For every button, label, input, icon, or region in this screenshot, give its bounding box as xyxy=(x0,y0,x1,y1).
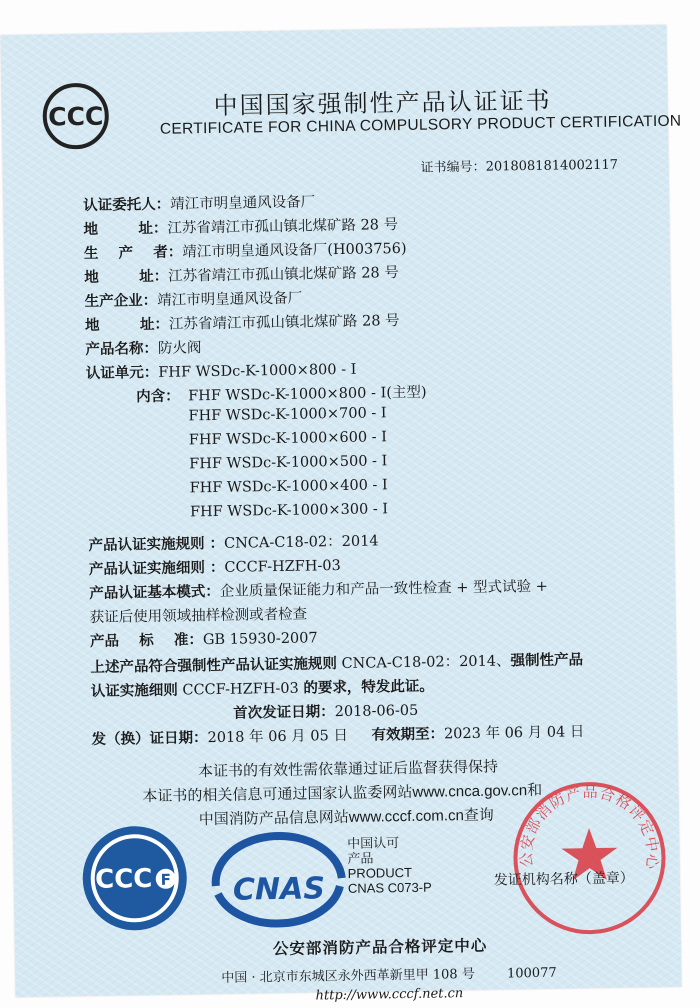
address2-row xyxy=(84,261,399,287)
cnas-info-line: 中国认可 xyxy=(347,835,400,851)
note-text: 本证书的相关信息可通过国家认监委网站 xyxy=(142,782,413,806)
footer-postcode: 100077 xyxy=(506,965,557,982)
certificate-sheet xyxy=(0,25,682,1004)
cnas-info-line: PRODUCT xyxy=(347,864,413,881)
cccf-logo-icon xyxy=(79,822,191,934)
statement-line2 xyxy=(91,675,434,701)
model-item: FHF WSDc-K-1000×400 - I xyxy=(189,477,388,497)
note-text: 中国消防产品信息网站 xyxy=(198,807,349,829)
certificate-number xyxy=(420,154,618,176)
statement-text: 认证实施细则 xyxy=(90,682,178,700)
cccf-link[interactable]: www.cccf.com.cn xyxy=(348,807,464,826)
content-label: 内含： xyxy=(136,388,180,406)
statement-text: CCCF-HZFH-03 xyxy=(177,680,304,699)
issue-date-label: 发（换）证日期： xyxy=(91,730,208,748)
product-value: 防火阀 xyxy=(157,340,202,357)
issue-date-value: 2018 年 06 月 05 日 xyxy=(207,727,349,747)
issuer-label: 发证机构名称（盖章） xyxy=(493,870,634,889)
unit-value: FHF WSDc-K-1000×800 - I xyxy=(158,361,357,381)
address3-label: 地 址： xyxy=(84,316,170,334)
issuing-organization: 公安部消防产品合格评定中心 xyxy=(272,936,488,959)
manufacturer-value: 靖江市明皇通风设备厂(H003756) xyxy=(182,240,407,261)
detail-label: 产品认证实施细则 ： xyxy=(88,559,225,578)
official-seal-icon xyxy=(508,777,670,939)
ccc-logo-icon xyxy=(41,82,110,151)
statement-text: CNCA-C18-02：2014、 xyxy=(336,653,511,673)
certificate-number-value: 2018081814002117 xyxy=(485,157,619,175)
model-item: FHF WSDc-K-1000×300 - I xyxy=(189,501,389,521)
address2-label: 地 址： xyxy=(84,268,169,287)
footer-address-row xyxy=(221,962,557,986)
expiry-row xyxy=(371,720,584,744)
cccf-logo-letter: F xyxy=(160,870,172,889)
title-chinese: 中国国家强制性产品认证证书 xyxy=(213,86,552,120)
address1-value: 江苏省靖江市孤山镇北煤矿路 28 号 xyxy=(167,217,399,237)
unit-label: 认证单元： xyxy=(85,364,159,382)
cnca-link[interactable]: www.cnca.gov.cn xyxy=(412,782,528,801)
ccc-logo-text: CCC xyxy=(48,101,104,132)
cnas-info-line: 产品 xyxy=(347,850,374,866)
factory-row xyxy=(84,287,302,311)
statement-line1 xyxy=(90,648,583,677)
statement-text: 强制性产品 xyxy=(510,652,584,670)
rule-value: CNCA-C18-02：2014 xyxy=(223,533,379,552)
note-line1: 本证书的有效性需依靠通过证后监督获得保持 xyxy=(197,757,499,781)
first-issue-value: 2018-06-05 xyxy=(334,702,419,721)
expiry-value: 2023 年 06 月 04 日 xyxy=(443,724,585,743)
address3-row xyxy=(85,309,400,335)
address3-value: 江苏省靖江市孤山镇北煤矿路 28 号 xyxy=(168,313,400,333)
note-text: 和 xyxy=(527,780,543,800)
rule-row xyxy=(88,529,378,555)
footer-website[interactable]: http://www.cccf.net.cn xyxy=(315,986,464,1004)
certificate-number-label: 证书编号： xyxy=(420,159,486,176)
unit-row xyxy=(86,358,357,383)
mode-row xyxy=(89,575,548,603)
standard-label: 产品 标 准： xyxy=(89,632,204,650)
standard-value: GB 15930-2007 xyxy=(202,630,318,649)
detail-value: CCCF-HZFH-03 xyxy=(224,558,341,576)
expiry-label: 有效期至： xyxy=(371,726,445,744)
statement-text: 的要求，特发此证。 xyxy=(303,678,434,697)
manufacturer-row xyxy=(84,237,407,263)
cnas-logo-text: CNAS xyxy=(232,871,326,908)
rule-label: 产品认证实施规则 ： xyxy=(88,535,225,554)
footer-address: 中国 · 北京市东城区永外西革新里甲 108 号 xyxy=(221,966,475,986)
cccf-logo-text: CCC xyxy=(94,864,153,895)
note-text: 查询 xyxy=(463,805,494,825)
applicant-label: 认证委托人： xyxy=(83,196,171,215)
note-line2 xyxy=(142,779,542,806)
mode-value-line2: 获证后使用领域抽样检测或者检查 xyxy=(89,606,308,626)
manufacturer-label: 生 产 者： xyxy=(83,244,183,263)
cnas-info-line: CNAS C073-P xyxy=(347,879,432,896)
first-issue-row xyxy=(233,699,418,723)
address1-row xyxy=(83,213,398,239)
model-item: FHF WSDc-K-1000×600 - I xyxy=(188,429,388,449)
cnas-logo-icon xyxy=(203,826,355,938)
detail-row xyxy=(89,554,341,579)
mode-label: 产品认证基本模式： xyxy=(89,583,220,602)
cnas-info xyxy=(347,835,432,896)
model-item: FHF WSDc-K-1000×700 - I xyxy=(188,405,387,425)
applicant-row xyxy=(83,190,315,215)
factory-label: 生产企业： xyxy=(84,292,158,310)
address2-value: 江苏省靖江市孤山镇北煤矿路 28 号 xyxy=(168,265,399,285)
mode-value-line1: 企业质量保证能力和产品一致性检查 + 型式试验 + xyxy=(219,578,548,600)
applicant-value: 靖江市明皇通风设备厂 xyxy=(170,194,316,213)
product-label: 产品名称： xyxy=(85,340,159,358)
model-item: FHF WSDc-K-1000×800 - I(主型) xyxy=(188,384,427,405)
product-row xyxy=(85,336,201,359)
title-english: CERTIFICATE FOR CHINA COMPULSORY PRODUCT CERTIFICATION xyxy=(159,112,682,138)
statement-text: 上述产品符合强制性产品认证实施规则 xyxy=(90,656,338,676)
standard-row xyxy=(90,626,318,651)
first-issue-label: 首次发证日期： xyxy=(233,704,335,722)
factory-value: 靖江市明皇通风设备厂 xyxy=(157,290,303,309)
address1-label: 地 址： xyxy=(83,220,168,239)
issue-date-row xyxy=(91,724,348,749)
model-item: FHF WSDc-K-1000×500 - I xyxy=(189,453,388,473)
seal-ring-text: 公安部消防产品合格评定中心 xyxy=(517,782,662,872)
